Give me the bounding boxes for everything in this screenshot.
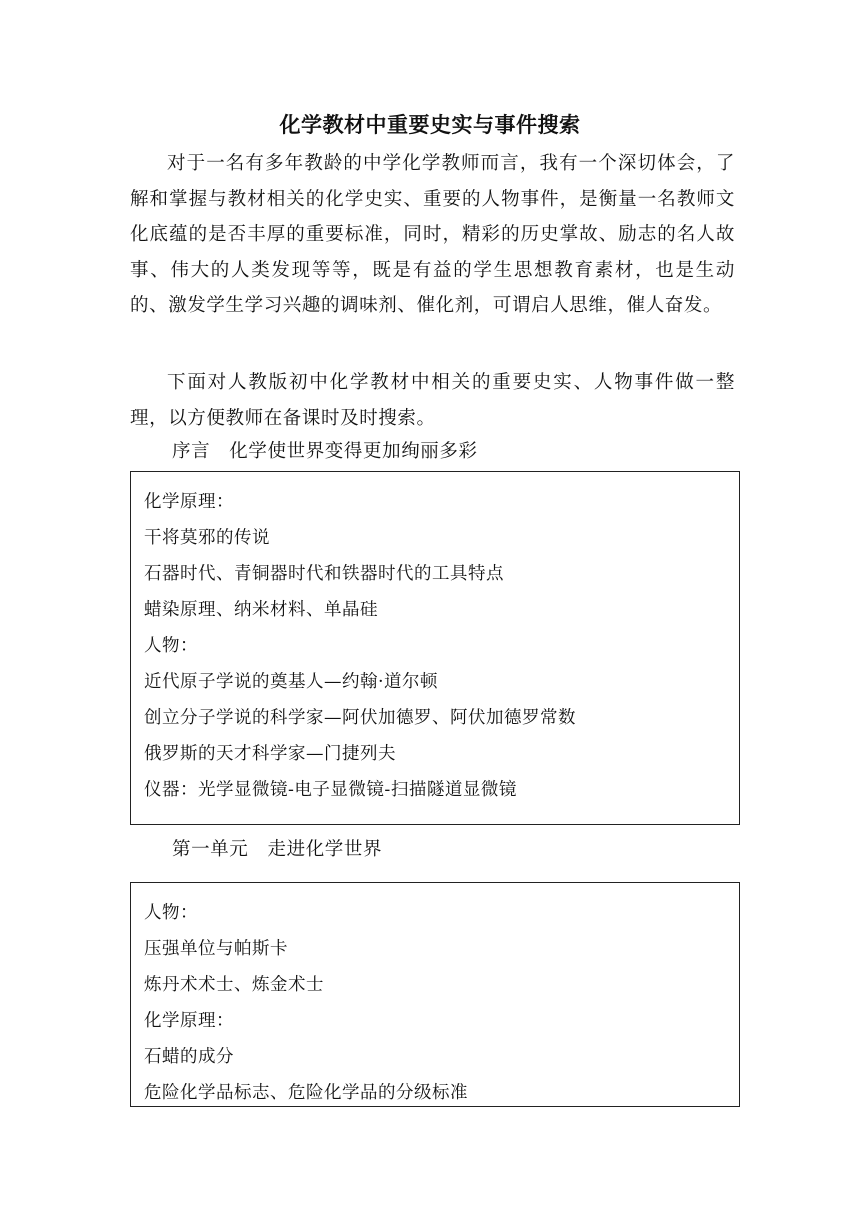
box-line-item: 蜡染原理、纳米材料、单晶硅 [144,600,378,620]
box-line-item: 仪器：光学显微镜-电子显微镜-扫描隧道显微镜 [144,780,517,800]
section-heading-preface: 序言 化学使世界变得更加绚丽多彩 [172,441,478,462]
unit-one-content-box [130,882,740,1107]
preface-content-box [130,471,740,825]
box-line-category: 人物： [144,636,198,656]
intro-paragraph: 对于一名有多年教龄的中学化学教师而言，我有一个深切体会，了解和掌握与教材相关的化学史实、重要的人物事件，是衡量一名教师文化底蕴的是否丰厚的重要标准，同时，精彩的历史掌故、励志的名人故事、伟大的人类发现等等，既是有益的学生思想教育素材，也是生动的、激发学生学习兴趣的调味剂、催化剂，可谓启人思维，催人奋发。 [130,153,735,316]
box-line-item: 石器时代、青铜器时代和铁器时代的工具特点 [144,564,504,584]
box-line-item: 近代原子学说的奠基人—约翰·道尔顿 [144,672,439,692]
box-line-category: 化学原理： [144,492,234,512]
box-line-category: 人物： [144,903,198,923]
box-line-item: 炼丹术术士、炼金术士 [144,975,324,995]
section-heading-unit-one: 第一单元 走进化学世界 [172,839,383,860]
box-line-item: 危险化学品标志、危险化学品的分级标准 [144,1083,468,1103]
box-line-item: 俄罗斯的天才科学家—门捷列夫 [144,744,396,764]
box-line-category: 化学原理： [144,1011,234,1031]
box-line-item: 干将莫邪的传说 [144,528,270,548]
box-line-item: 压强单位与帕斯卡 [144,939,288,959]
document-title: 化学教材中重要史实与事件搜索 [279,112,581,137]
box-line-item: 创立分子学说的科学家—阿伏加德罗、阿伏加德罗常数 [144,708,576,728]
box-line-item: 石蜡的成分 [144,1047,234,1067]
purpose-paragraph: 下面对人教版初中化学教材中相关的重要史实、人物事件做一整理，以方便教师在备课时及时搜索。 [130,372,735,429]
